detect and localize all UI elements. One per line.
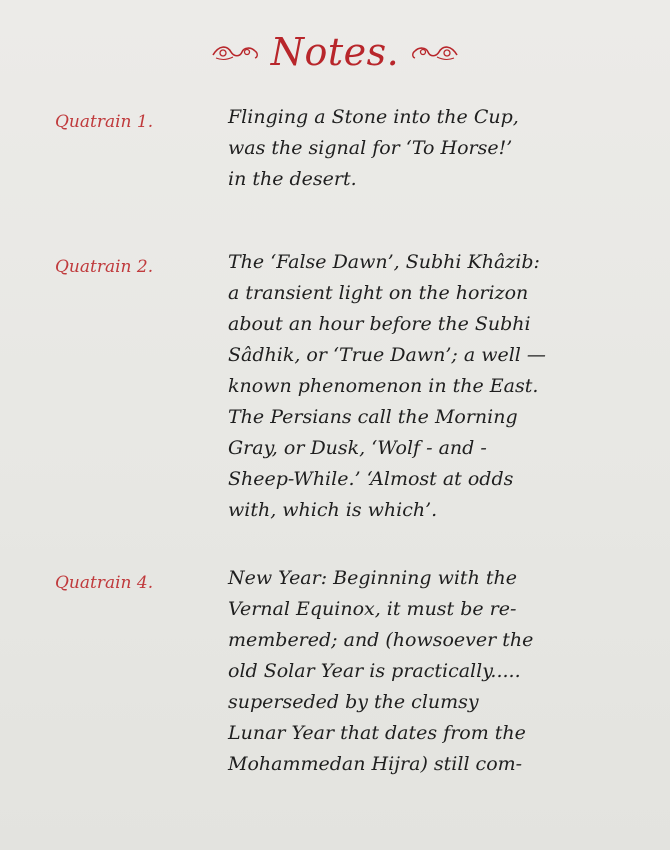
note-line: The ‘False Dawn’, Subhi Khâzib: [228, 251, 540, 273]
quatrain-label: Quatrain 1. [55, 112, 154, 132]
note-line: known phenomenon in the East. [228, 375, 539, 397]
note-line: superseded by the clumsy [228, 691, 479, 713]
scroll-ornament-icon [211, 41, 261, 63]
note-line: old Solar Year is practically..... [228, 660, 521, 682]
note-line: Mohammedan Hijra) still com- [228, 753, 523, 775]
note-line: a transient light on the horizon [228, 282, 529, 304]
note-line: Vernal Equinox, it must be re- [228, 598, 517, 620]
note-line: New Year: Beginning with the [228, 567, 517, 589]
note-line: was the signal for ‘To Horse!’ [228, 137, 513, 159]
note-line: Sheep-While.’ ‘Almost at odds [228, 468, 514, 490]
note-line: Flinging a Stone into the Cup, [228, 106, 519, 128]
note-text [228, 563, 648, 780]
note-line: Lunar Year that dates from the [228, 722, 526, 744]
note-line: membered; and (howsoever the [228, 629, 534, 651]
quatrain-label: Quatrain 2. [55, 257, 154, 277]
note-line: about an hour before the Subhi [228, 313, 531, 335]
quatrain-label: Quatrain 4. [55, 573, 154, 593]
note-text [228, 102, 648, 195]
page-header [0, 22, 670, 82]
note-text [228, 247, 648, 526]
page-title: Notes. [270, 30, 400, 74]
note-line: Sâdhik, or ‘True Dawn’; a well — [228, 344, 546, 366]
note-line: Gray, or Dusk, ‘Wolf - and - [228, 437, 487, 459]
scroll-ornament-icon [409, 41, 459, 63]
note-line: with, which is which’. [228, 499, 438, 521]
note-line: The Persians call the Morning [228, 406, 518, 428]
note-line: in the desert. [228, 168, 357, 190]
